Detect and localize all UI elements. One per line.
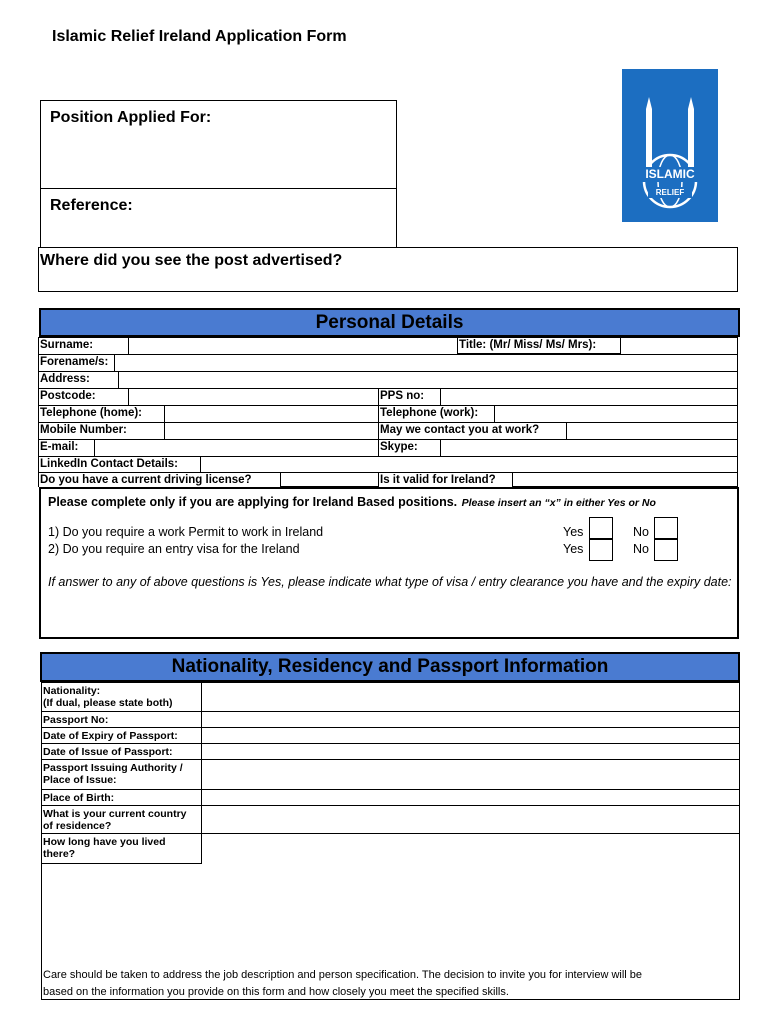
q1-no-label: No bbox=[633, 525, 649, 539]
personal-details-table bbox=[38, 337, 738, 487]
q1-no-checkbox[interactable] bbox=[654, 517, 678, 539]
q1-yes-checkbox[interactable] bbox=[589, 517, 613, 539]
visa-instruction: If answer to any of above questions is Yes, please indicate what type of visa / entry clearance you have and the expiry date: bbox=[48, 575, 732, 589]
birth-field[interactable] bbox=[202, 790, 739, 805]
expiry-field[interactable] bbox=[202, 728, 739, 743]
q2-yes-label: Yes bbox=[563, 542, 584, 556]
pps-field[interactable] bbox=[441, 389, 737, 405]
title-label: Title: (Mr/ Miss/ Ms/ Mrs): bbox=[457, 338, 621, 354]
postcode-label: Postcode: bbox=[39, 389, 129, 405]
nationality-field[interactable] bbox=[202, 683, 739, 711]
tel-work-label: Telephone (work): bbox=[379, 406, 495, 422]
contact-work-field[interactable] bbox=[567, 423, 737, 439]
reference-box[interactable] bbox=[40, 188, 397, 248]
passport-no-field[interactable] bbox=[202, 712, 739, 727]
ireland-heading: Please complete only if you are applying for Ireland Based positions. bbox=[48, 495, 458, 509]
email-field[interactable] bbox=[95, 440, 379, 456]
pps-label: PPS no: bbox=[379, 389, 441, 405]
nationality-heading: Nationality, Residency and Passport Information bbox=[40, 652, 740, 682]
question-work-permit: 1) Do you require a work Permit to work in Ireland bbox=[48, 525, 324, 539]
title-field[interactable] bbox=[621, 338, 737, 354]
authority-label: Passport Issuing Authority / Place of Issue: bbox=[43, 762, 183, 786]
visa-answer-field[interactable] bbox=[48, 609, 733, 635]
linkedin-label: LinkedIn Contact Details: bbox=[39, 457, 201, 472]
nationality-label-column bbox=[42, 683, 202, 864]
email-label: E-mail: bbox=[39, 440, 95, 456]
address-label: Address: bbox=[39, 372, 119, 388]
issue-field[interactable] bbox=[202, 744, 739, 759]
q2-no-label: No bbox=[633, 542, 649, 556]
advertised-label: Where did you see the post advertised? bbox=[40, 252, 343, 269]
logo-mosque-icon bbox=[622, 69, 718, 222]
valid-ireland-label: Is it valid for Ireland? bbox=[379, 473, 513, 487]
ireland-heading-row bbox=[48, 493, 656, 511]
contact-work-label: May we contact you at work? bbox=[379, 423, 567, 439]
advertised-box[interactable] bbox=[38, 247, 738, 292]
country-label: What is your current country of residence? bbox=[43, 808, 187, 832]
tel-home-label: Telephone (home): bbox=[39, 406, 165, 422]
position-box[interactable] bbox=[40, 100, 397, 189]
lived-field[interactable] bbox=[202, 834, 739, 864]
authority-field[interactable] bbox=[202, 760, 739, 789]
postcode-field[interactable] bbox=[129, 389, 379, 405]
linkedin-field[interactable] bbox=[201, 457, 737, 472]
skype-field[interactable] bbox=[441, 440, 737, 456]
footer-note: Care should be taken to address the job description and person specification. The decision to invite you for interview will be based on the information you provide on this form and how closely you meet the specified skills. bbox=[43, 969, 643, 998]
ireland-note: Please insert an “x” in either Yes or No bbox=[461, 497, 656, 509]
logo-text-relief: RELIEF bbox=[648, 187, 692, 198]
q2-yes-checkbox[interactable] bbox=[589, 539, 613, 561]
mobile-field[interactable] bbox=[165, 423, 379, 439]
logo-text-islamic: ISLAMIC bbox=[636, 167, 704, 182]
forenames-label: Forename/s: bbox=[39, 355, 115, 371]
lived-label: How long have you lived there? bbox=[43, 836, 166, 860]
driving-field[interactable] bbox=[281, 473, 379, 487]
nationality-label: Nationality: (If dual, please state both) bbox=[43, 685, 173, 709]
country-field[interactable] bbox=[202, 806, 739, 833]
forenames-field[interactable] bbox=[115, 355, 737, 371]
q1-yes-label: Yes bbox=[563, 525, 584, 539]
ireland-section bbox=[39, 487, 739, 639]
tel-home-field[interactable] bbox=[165, 406, 379, 422]
birth-label: Place of Birth: bbox=[43, 792, 115, 804]
driving-label: Do you have a current driving license? bbox=[39, 473, 281, 487]
mobile-label: Mobile Number: bbox=[39, 423, 165, 439]
form-title: Islamic Relief Ireland Application Form bbox=[52, 28, 347, 45]
personal-details-heading: Personal Details bbox=[39, 308, 740, 337]
islamic-relief-logo bbox=[622, 69, 718, 222]
passport-no-label: Passport No: bbox=[43, 714, 109, 726]
expiry-label: Date of Expiry of Passport: bbox=[43, 730, 178, 742]
surname-label: Surname: bbox=[39, 338, 129, 354]
question-entry-visa: 2) Do you require an entry visa for the Ireland bbox=[48, 542, 300, 556]
issue-label: Date of Issue of Passport: bbox=[43, 746, 173, 758]
nationality-table bbox=[41, 682, 740, 1000]
address-field[interactable] bbox=[119, 372, 737, 388]
position-label: Position Applied For: bbox=[50, 109, 212, 126]
tel-work-field[interactable] bbox=[495, 406, 737, 422]
skype-label: Skype: bbox=[379, 440, 441, 456]
q2-no-checkbox[interactable] bbox=[654, 539, 678, 561]
reference-label: Reference: bbox=[50, 197, 133, 214]
surname-field[interactable] bbox=[129, 338, 457, 354]
valid-ireland-field[interactable] bbox=[513, 473, 737, 487]
